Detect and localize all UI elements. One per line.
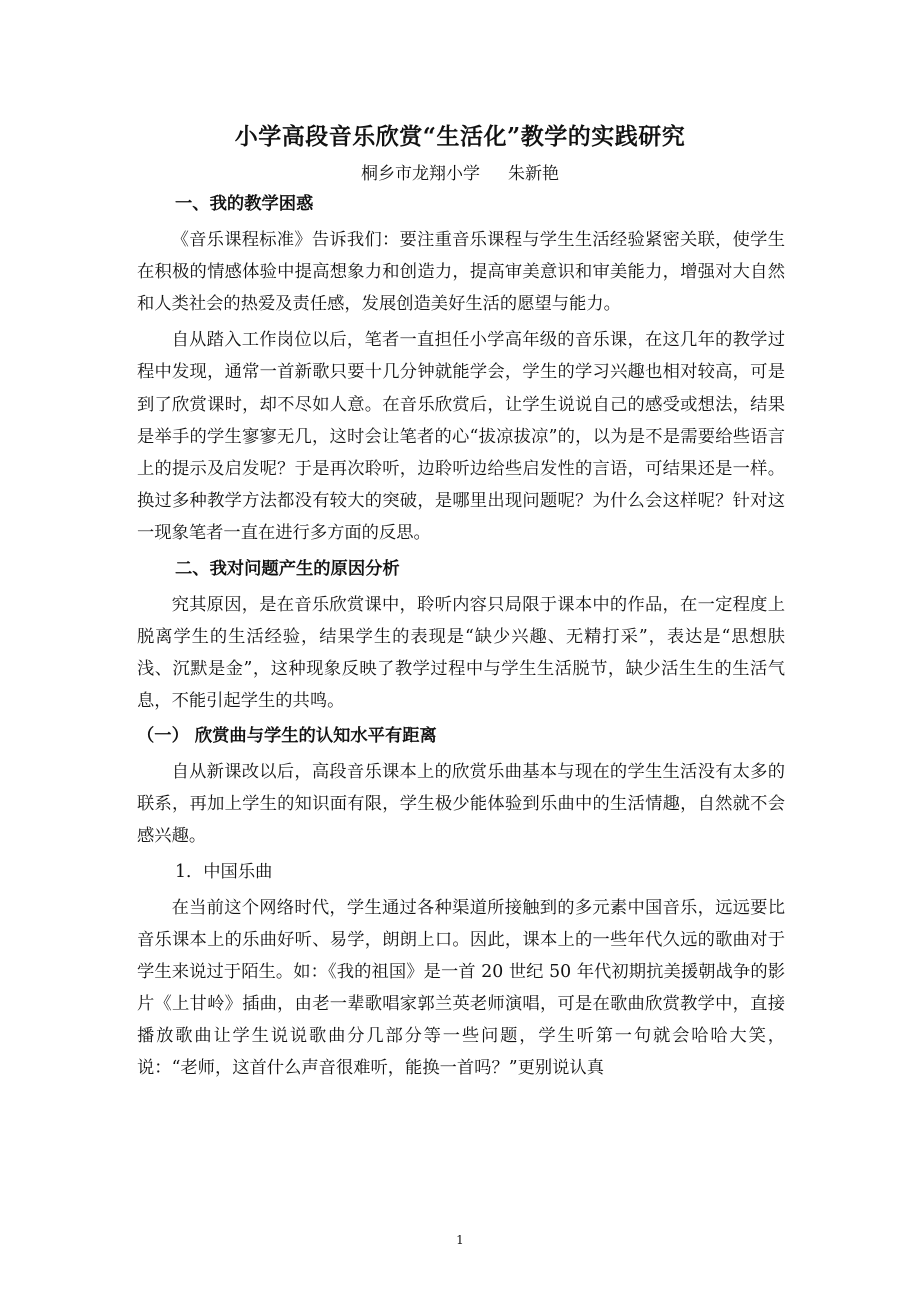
subsection-heading: （一） 欣赏曲与学生的认知水平有距离	[137, 725, 437, 746]
paragraph-2: 自从踏入工作岗位以后，笔者一直担任小学高年级的音乐课，在这几年的教学过程中发现，通常一首新歌只要十几分钟就能学会，学生的学习兴趣也相对较高，可是到了欣赏课时，却不尽如人意。在音乐欣赏后，让学生说说自己的感受或想法，结果是举手的学生寥寥无几，这时会让笔者的心“拔凉拔凉”的，以为是不是需要给些语言上的提示及启发呢？于是再次聆听，边聆听边给些启发性的言语，可结果还是一样。换过多种教学方法都没有较大的突破，是哪里出现问题呢？为什么会这样呢？针对这一现象笔者一直在进行多方面的反思。	[137, 330, 785, 543]
document-body	[137, 188, 785, 1085]
section-heading-1: 一、我的教学困惑	[175, 194, 314, 214]
section-heading-2: 二、我对问题产生的原因分析	[175, 559, 400, 580]
paragraph-4: 自从新课改以后，高段音乐课本上的欣赏乐曲基本与现在的学生生活没有太多的联系，再加上学生的知识面有限，学生极少能体验到乐曲中的生活情趣，自然就不会感兴趣。	[137, 761, 785, 846]
item-heading: 1．中国乐曲	[175, 861, 273, 882]
paragraph-5: 在当前这个网络时代，学生通过各种渠道所接触到的多元素中国音乐，远远要比音乐课本上的乐曲好听、易学，朗朗上口。因此，课本上的一些年代久远的歌曲对于学生来说过于陌生。如：《我的祖国》是一首 20 世纪 50 年代初期抗美援朝战争的影片《上甘岭》插曲，由老一辈歌唱家郭兰英老师演唱，可是在歌曲欣赏教学中，直接播放歌曲让学生说说歌曲分几部分等一些问题，学生听第一句就会哈哈大笑，说：“老师，这首什么声音很难听，能换一首吗？”更别说认真	[137, 897, 785, 1079]
page-title: 小学高段音乐欣赏“生活化”教学的实践研究	[234, 123, 686, 150]
paragraph-3: 究其原因，是在音乐欣赏课中，聆听内容只局限于课本中的作品，在一定程度上脱离学生的生活经验，结果学生的表现是“缺少兴趣、无精打采”，表达是“思想肤浅、沉默是金”，这种现象反映了教学过程中与学生生活脱节，缺少活生生的生活气息，不能引起学生的共鸣。	[137, 595, 785, 712]
author-line	[0, 159, 920, 184]
paragraph-1: 《音乐课程标准》告诉我们：要注重音乐课程与学生生活经验紧密关联，使学生在积极的情感体验中提高想象力和创造力，提高审美意识和审美能力，增强对大自然和人类社会的热爱及责任感，发展创造美好生活的愿望与能力。	[137, 230, 785, 315]
school-name: 桐乡市龙翔小学	[361, 164, 480, 184]
page-number: 1	[456, 1233, 464, 1247]
author-name: 朱新艳	[508, 164, 559, 184]
